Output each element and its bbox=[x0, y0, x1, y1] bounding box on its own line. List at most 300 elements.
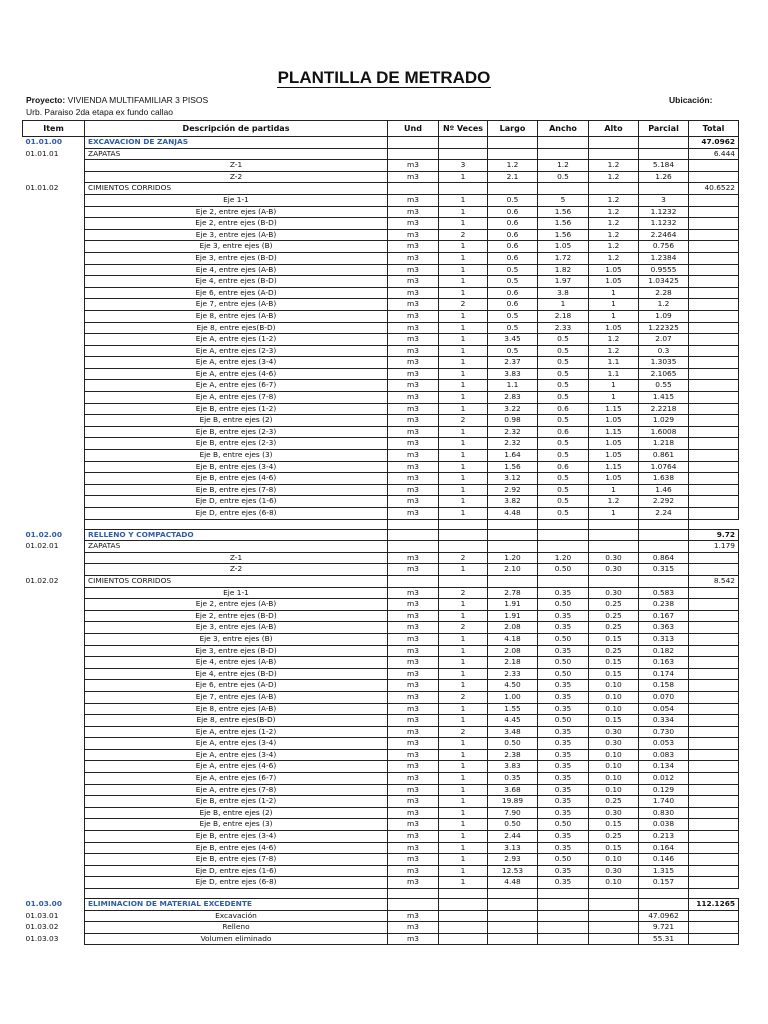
table-row bbox=[23, 933, 739, 945]
table-row bbox=[23, 784, 739, 796]
partial-cell: 0.158 bbox=[639, 680, 689, 692]
times-cell: 2 bbox=[439, 691, 488, 703]
length-cell: 4.48 bbox=[488, 877, 538, 889]
description-cell: CIMIENTOS CORRIDOS bbox=[85, 183, 388, 195]
width-cell bbox=[538, 137, 589, 149]
width-cell: 0.35 bbox=[538, 622, 589, 634]
times-cell: 1 bbox=[439, 599, 488, 611]
times-cell: 1 bbox=[439, 645, 488, 657]
subsection-row bbox=[23, 541, 739, 553]
item-cell: 01.02.00 bbox=[25, 529, 62, 539]
total-cell bbox=[689, 877, 739, 889]
partial-cell: 0.157 bbox=[639, 877, 689, 889]
times-cell: 1 bbox=[439, 749, 488, 761]
item-cell bbox=[23, 415, 85, 427]
total-cell bbox=[689, 831, 739, 843]
width-cell: 0.5 bbox=[538, 357, 589, 369]
description-cell: Eje 2, entre ejes (A-B) bbox=[85, 599, 388, 611]
times-cell: 2 bbox=[439, 299, 488, 311]
times-cell: 1 bbox=[439, 508, 488, 520]
table-row bbox=[23, 392, 739, 404]
height-cell: 0.10 bbox=[589, 773, 639, 785]
spacer-cell bbox=[689, 889, 739, 899]
height-cell: 0.15 bbox=[589, 715, 639, 727]
partial-cell: 2.28 bbox=[639, 287, 689, 299]
total-cell bbox=[689, 380, 739, 392]
description-cell: ZAPATAS bbox=[85, 541, 388, 553]
unit-cell: m3 bbox=[388, 773, 439, 785]
unit-cell: m3 bbox=[388, 703, 439, 715]
length-cell: 0.6 bbox=[488, 287, 538, 299]
length-cell: 2.93 bbox=[488, 854, 538, 866]
length-cell: 0.98 bbox=[488, 415, 538, 427]
height-cell: 1.2 bbox=[589, 252, 639, 264]
width-cell: 0.35 bbox=[538, 784, 589, 796]
width-cell: 0.5 bbox=[538, 508, 589, 520]
description-cell: Eje 3, entre ejes (A-B) bbox=[85, 229, 388, 241]
partial-cell: 55.31 bbox=[639, 933, 689, 945]
subsection-row bbox=[23, 148, 739, 160]
height-cell bbox=[589, 899, 639, 911]
times-cell: 1 bbox=[439, 842, 488, 854]
spacer-cell bbox=[388, 889, 439, 899]
height-cell: 1.05 bbox=[589, 322, 639, 334]
item-cell bbox=[23, 345, 85, 357]
item-cell bbox=[23, 657, 85, 669]
table-row bbox=[23, 345, 739, 357]
times-cell: 2 bbox=[439, 229, 488, 241]
partial-cell: 0.55 bbox=[639, 380, 689, 392]
partial-cell: 1.638 bbox=[639, 473, 689, 485]
height-cell bbox=[589, 529, 639, 541]
item-cell bbox=[23, 749, 85, 761]
length-cell: 0.6 bbox=[488, 229, 538, 241]
item-cell bbox=[23, 450, 85, 462]
unit-cell: m3 bbox=[388, 229, 439, 241]
length-cell bbox=[488, 183, 538, 195]
description-cell: Z-2 bbox=[85, 171, 388, 183]
length-cell: 3.82 bbox=[488, 496, 538, 508]
width-cell: 0.5 bbox=[538, 171, 589, 183]
unit-cell: m3 bbox=[388, 564, 439, 576]
width-cell bbox=[538, 575, 589, 587]
unit-cell: m3 bbox=[388, 345, 439, 357]
unit-cell bbox=[388, 899, 439, 911]
partial-cell: 1.03425 bbox=[639, 276, 689, 288]
description-cell: ZAPATAS bbox=[85, 148, 388, 160]
times-cell: 1 bbox=[439, 680, 488, 692]
width-cell: 0.6 bbox=[538, 403, 589, 415]
total-cell bbox=[689, 668, 739, 680]
unit-cell: m3 bbox=[388, 657, 439, 669]
col-header-description: Descripción de partidas bbox=[85, 121, 388, 137]
table-row bbox=[23, 657, 739, 669]
item-cell bbox=[23, 715, 85, 727]
width-cell: 1.56 bbox=[538, 218, 589, 230]
description-cell: Eje D, entre ejes (1-6) bbox=[85, 496, 388, 508]
times-cell: 1 bbox=[439, 831, 488, 843]
spacer-cell bbox=[388, 519, 439, 529]
partial-cell: 0.164 bbox=[639, 842, 689, 854]
width-cell: 0.5 bbox=[538, 345, 589, 357]
partial-cell: 2.2218 bbox=[639, 403, 689, 415]
times-cell bbox=[439, 183, 488, 195]
total-cell bbox=[689, 854, 739, 866]
height-cell bbox=[589, 183, 639, 195]
description-cell: Eje A, entre ejes (7-8) bbox=[85, 784, 388, 796]
unit-cell: m3 bbox=[388, 680, 439, 692]
width-cell: 0.50 bbox=[538, 668, 589, 680]
spacer-cell bbox=[689, 519, 739, 529]
width-cell: 0.5 bbox=[538, 450, 589, 462]
description-cell: Eje 7, entre ejes (A-B) bbox=[85, 299, 388, 311]
spacer-cell bbox=[589, 889, 639, 899]
width-cell bbox=[538, 899, 589, 911]
spacer-cell bbox=[23, 889, 85, 899]
total-cell: 47.0962 bbox=[689, 137, 739, 149]
table-row bbox=[23, 473, 739, 485]
item-cell bbox=[23, 334, 85, 346]
project-line bbox=[26, 95, 208, 105]
item-cell bbox=[23, 633, 85, 645]
unit-cell: m3 bbox=[388, 807, 439, 819]
total-cell bbox=[689, 473, 739, 485]
partial-cell: 0.730 bbox=[639, 726, 689, 738]
height-cell: 1.2 bbox=[589, 194, 639, 206]
height-cell: 0.25 bbox=[589, 622, 639, 634]
height-cell: 0.30 bbox=[589, 552, 639, 564]
height-cell: 0.15 bbox=[589, 668, 639, 680]
width-cell: 0.35 bbox=[538, 610, 589, 622]
subsection-row bbox=[23, 575, 739, 587]
table-row bbox=[23, 854, 739, 866]
width-cell: 1.97 bbox=[538, 276, 589, 288]
width-cell: 1 bbox=[538, 299, 589, 311]
width-cell: 1.20 bbox=[538, 552, 589, 564]
times-cell: 1 bbox=[439, 171, 488, 183]
width-cell: 0.50 bbox=[538, 599, 589, 611]
width-cell: 0.35 bbox=[538, 587, 589, 599]
partial-cell: 2.2464 bbox=[639, 229, 689, 241]
col-header-length: Largo bbox=[488, 121, 538, 137]
partial-cell: 1.09 bbox=[639, 310, 689, 322]
height-cell: 1.05 bbox=[589, 473, 639, 485]
total-cell bbox=[689, 819, 739, 831]
total-cell bbox=[689, 438, 739, 450]
table-row bbox=[23, 484, 739, 496]
item-cell bbox=[23, 160, 85, 172]
height-cell: 0.15 bbox=[589, 819, 639, 831]
height-cell: 0.15 bbox=[589, 842, 639, 854]
length-cell: 3.83 bbox=[488, 761, 538, 773]
length-cell: 2.32 bbox=[488, 438, 538, 450]
description-cell: EXCAVACION DE ZANJAS bbox=[85, 137, 388, 149]
height-cell: 1.05 bbox=[589, 450, 639, 462]
width-cell: 0.5 bbox=[538, 496, 589, 508]
table-row bbox=[23, 357, 739, 369]
total-cell bbox=[689, 368, 739, 380]
times-cell: 2 bbox=[439, 726, 488, 738]
times-cell bbox=[439, 148, 488, 160]
item-cell bbox=[23, 564, 85, 576]
times-cell: 1 bbox=[439, 610, 488, 622]
description-cell: Eje 3, entre ejes (A-B) bbox=[85, 622, 388, 634]
total-cell: 40.6522 bbox=[689, 183, 739, 195]
item-cell bbox=[23, 496, 85, 508]
total-cell bbox=[689, 426, 739, 438]
unit-cell: m3 bbox=[388, 368, 439, 380]
length-cell: 2.08 bbox=[488, 645, 538, 657]
description-cell: Eje A, entre ejes (3-4) bbox=[85, 738, 388, 750]
description-cell: Eje 2, entre ejes (B-D) bbox=[85, 218, 388, 230]
unit-cell: m3 bbox=[388, 426, 439, 438]
height-cell: 1 bbox=[589, 287, 639, 299]
length-cell: 1.20 bbox=[488, 552, 538, 564]
times-cell: 1 bbox=[439, 865, 488, 877]
times-cell: 1 bbox=[439, 252, 488, 264]
item-cell bbox=[23, 703, 85, 715]
total-cell bbox=[689, 761, 739, 773]
total-cell bbox=[689, 842, 739, 854]
length-cell bbox=[488, 541, 538, 553]
item-cell: 01.03.00 bbox=[25, 899, 62, 908]
height-cell: 0.10 bbox=[589, 761, 639, 773]
partial-cell: 0.163 bbox=[639, 657, 689, 669]
total-cell bbox=[689, 633, 739, 645]
length-cell: 0.5 bbox=[488, 345, 538, 357]
table-row bbox=[23, 633, 739, 645]
height-cell: 0.15 bbox=[589, 633, 639, 645]
description-cell: Eje B, entre ejes (4-6) bbox=[85, 842, 388, 854]
unit-cell: m3 bbox=[388, 322, 439, 334]
height-cell bbox=[589, 922, 639, 934]
partial-cell bbox=[639, 541, 689, 553]
total-cell bbox=[689, 807, 739, 819]
unit-cell: m3 bbox=[388, 865, 439, 877]
spacer-cell bbox=[639, 889, 689, 899]
table-row bbox=[23, 276, 739, 288]
times-cell bbox=[439, 899, 488, 911]
width-cell: 0.35 bbox=[538, 761, 589, 773]
unit-cell: m3 bbox=[388, 726, 439, 738]
total-cell bbox=[689, 392, 739, 404]
times-cell: 1 bbox=[439, 206, 488, 218]
table-body bbox=[23, 137, 739, 945]
table-row bbox=[23, 426, 739, 438]
times-cell: 1 bbox=[439, 403, 488, 415]
description-cell: Eje B, entre ejes (2-3) bbox=[85, 426, 388, 438]
item-cell bbox=[23, 461, 85, 473]
unit-cell bbox=[388, 148, 439, 160]
table-row bbox=[23, 368, 739, 380]
col-header-unit: Und bbox=[388, 121, 439, 137]
length-cell: 2.44 bbox=[488, 831, 538, 843]
height-cell: 1.15 bbox=[589, 461, 639, 473]
partial-cell: 1.26 bbox=[639, 171, 689, 183]
length-cell: 4.18 bbox=[488, 633, 538, 645]
partial-cell: 0.174 bbox=[639, 668, 689, 680]
total-cell bbox=[689, 171, 739, 183]
times-cell: 1 bbox=[439, 738, 488, 750]
length-cell bbox=[488, 137, 538, 149]
partial-cell: 0.146 bbox=[639, 854, 689, 866]
partial-cell: 1.46 bbox=[639, 484, 689, 496]
times-cell: 1 bbox=[439, 657, 488, 669]
total-cell bbox=[689, 484, 739, 496]
partial-cell: 0.3 bbox=[639, 345, 689, 357]
total-cell bbox=[689, 622, 739, 634]
partial-cell: 0.038 bbox=[639, 819, 689, 831]
total-cell bbox=[689, 738, 739, 750]
item-cell: 01.03.01 bbox=[25, 910, 59, 920]
item-cell bbox=[23, 438, 85, 450]
description-cell: Eje B, entre ejes (2) bbox=[85, 807, 388, 819]
total-cell bbox=[689, 564, 739, 576]
total-cell bbox=[689, 910, 739, 922]
width-cell: 2.33 bbox=[538, 322, 589, 334]
width-cell: 0.35 bbox=[538, 773, 589, 785]
partial-cell: 2.1065 bbox=[639, 368, 689, 380]
table-row bbox=[23, 334, 739, 346]
width-cell: 1.05 bbox=[538, 241, 589, 253]
item-cell bbox=[23, 854, 85, 866]
times-cell: 1 bbox=[439, 819, 488, 831]
height-cell: 0.30 bbox=[589, 587, 639, 599]
item-cell bbox=[23, 599, 85, 611]
times-cell: 1 bbox=[439, 276, 488, 288]
total-cell bbox=[689, 715, 739, 727]
times-cell: 1 bbox=[439, 877, 488, 889]
description-cell: Eje B, entre ejes (3) bbox=[85, 819, 388, 831]
item-cell bbox=[23, 357, 85, 369]
length-cell: 3.13 bbox=[488, 842, 538, 854]
description-cell: Eje B, entre ejes (3-4) bbox=[85, 461, 388, 473]
height-cell: 1 bbox=[589, 508, 639, 520]
times-cell: 2 bbox=[439, 587, 488, 599]
height-cell: 0.10 bbox=[589, 854, 639, 866]
total-cell bbox=[689, 415, 739, 427]
length-cell: 0.6 bbox=[488, 252, 538, 264]
table-row bbox=[23, 310, 739, 322]
description-cell: Eje 3, entre ejes (B) bbox=[85, 633, 388, 645]
col-header-total: Total bbox=[689, 121, 739, 137]
description-cell: Eje B, entre ejes (7-8) bbox=[85, 484, 388, 496]
partial-cell: 1.2 bbox=[639, 299, 689, 311]
unit-cell: m3 bbox=[388, 715, 439, 727]
table-row bbox=[23, 206, 739, 218]
height-cell bbox=[589, 575, 639, 587]
description-cell: Eje 1-1 bbox=[85, 587, 388, 599]
length-cell: 2.18 bbox=[488, 657, 538, 669]
partial-cell: 1.1232 bbox=[639, 206, 689, 218]
length-cell: 3.45 bbox=[488, 334, 538, 346]
description-cell: Eje A, entre ejes (1-2) bbox=[85, 334, 388, 346]
width-cell: 0.5 bbox=[538, 473, 589, 485]
width-cell bbox=[538, 529, 589, 541]
description-cell: Eje B, entre ejes (7-8) bbox=[85, 854, 388, 866]
item-cell bbox=[23, 252, 85, 264]
length-cell: 2.1 bbox=[488, 171, 538, 183]
width-cell: 0.50 bbox=[538, 633, 589, 645]
length-cell: 3.22 bbox=[488, 403, 538, 415]
length-cell bbox=[488, 148, 538, 160]
table-row bbox=[23, 450, 739, 462]
total-cell: 6.444 bbox=[689, 148, 739, 160]
height-cell: 1 bbox=[589, 380, 639, 392]
item-cell bbox=[23, 668, 85, 680]
item-cell bbox=[23, 392, 85, 404]
height-cell: 0.30 bbox=[589, 564, 639, 576]
total-cell bbox=[689, 450, 739, 462]
height-cell bbox=[589, 137, 639, 149]
height-cell: 0.25 bbox=[589, 796, 639, 808]
description-cell: Eje A, entre ejes (2-3) bbox=[85, 345, 388, 357]
partial-cell: 0.053 bbox=[639, 738, 689, 750]
times-cell bbox=[439, 529, 488, 541]
length-cell: 3.48 bbox=[488, 726, 538, 738]
height-cell: 1.2 bbox=[589, 206, 639, 218]
item-cell bbox=[23, 276, 85, 288]
height-cell: 1.2 bbox=[589, 496, 639, 508]
unit-cell: m3 bbox=[388, 380, 439, 392]
length-cell: 0.6 bbox=[488, 299, 538, 311]
width-cell: 0.6 bbox=[538, 426, 589, 438]
table-row bbox=[23, 587, 739, 599]
length-cell: 0.50 bbox=[488, 819, 538, 831]
table-row bbox=[23, 761, 739, 773]
times-cell: 1 bbox=[439, 564, 488, 576]
description-cell: Relleno bbox=[85, 922, 388, 934]
description-cell: Eje 4, entre ejes (A-B) bbox=[85, 264, 388, 276]
item-cell bbox=[23, 264, 85, 276]
partial-cell: 0.830 bbox=[639, 807, 689, 819]
metrado-table bbox=[22, 120, 739, 945]
table-row bbox=[23, 415, 739, 427]
spacer-cell bbox=[488, 519, 538, 529]
total-cell bbox=[689, 784, 739, 796]
times-cell: 1 bbox=[439, 450, 488, 462]
length-cell bbox=[488, 575, 538, 587]
height-cell: 1.05 bbox=[589, 276, 639, 288]
length-cell: 19.89 bbox=[488, 796, 538, 808]
times-cell: 1 bbox=[439, 392, 488, 404]
description-cell: Eje A, entre ejes (6-7) bbox=[85, 773, 388, 785]
height-cell: 1 bbox=[589, 392, 639, 404]
width-cell: 0.5 bbox=[538, 334, 589, 346]
length-cell: 1.56 bbox=[488, 461, 538, 473]
partial-cell: 2.292 bbox=[639, 496, 689, 508]
width-cell: 0.35 bbox=[538, 738, 589, 750]
description-cell: Eje 8, entre ejes (A-B) bbox=[85, 310, 388, 322]
length-cell: 0.6 bbox=[488, 241, 538, 253]
height-cell bbox=[589, 910, 639, 922]
length-cell bbox=[488, 933, 538, 945]
total-cell bbox=[689, 599, 739, 611]
width-cell: 1.82 bbox=[538, 264, 589, 276]
item-cell bbox=[23, 241, 85, 253]
length-cell: 7.90 bbox=[488, 807, 538, 819]
partial-cell: 1.218 bbox=[639, 438, 689, 450]
height-cell: 1.2 bbox=[589, 241, 639, 253]
width-cell: 0.35 bbox=[538, 865, 589, 877]
item-cell bbox=[23, 680, 85, 692]
width-cell: 0.50 bbox=[538, 657, 589, 669]
width-cell: 1.72 bbox=[538, 252, 589, 264]
total-cell bbox=[689, 357, 739, 369]
times-cell: 2 bbox=[439, 552, 488, 564]
length-cell: 0.5 bbox=[488, 194, 538, 206]
unit-cell: m3 bbox=[388, 854, 439, 866]
